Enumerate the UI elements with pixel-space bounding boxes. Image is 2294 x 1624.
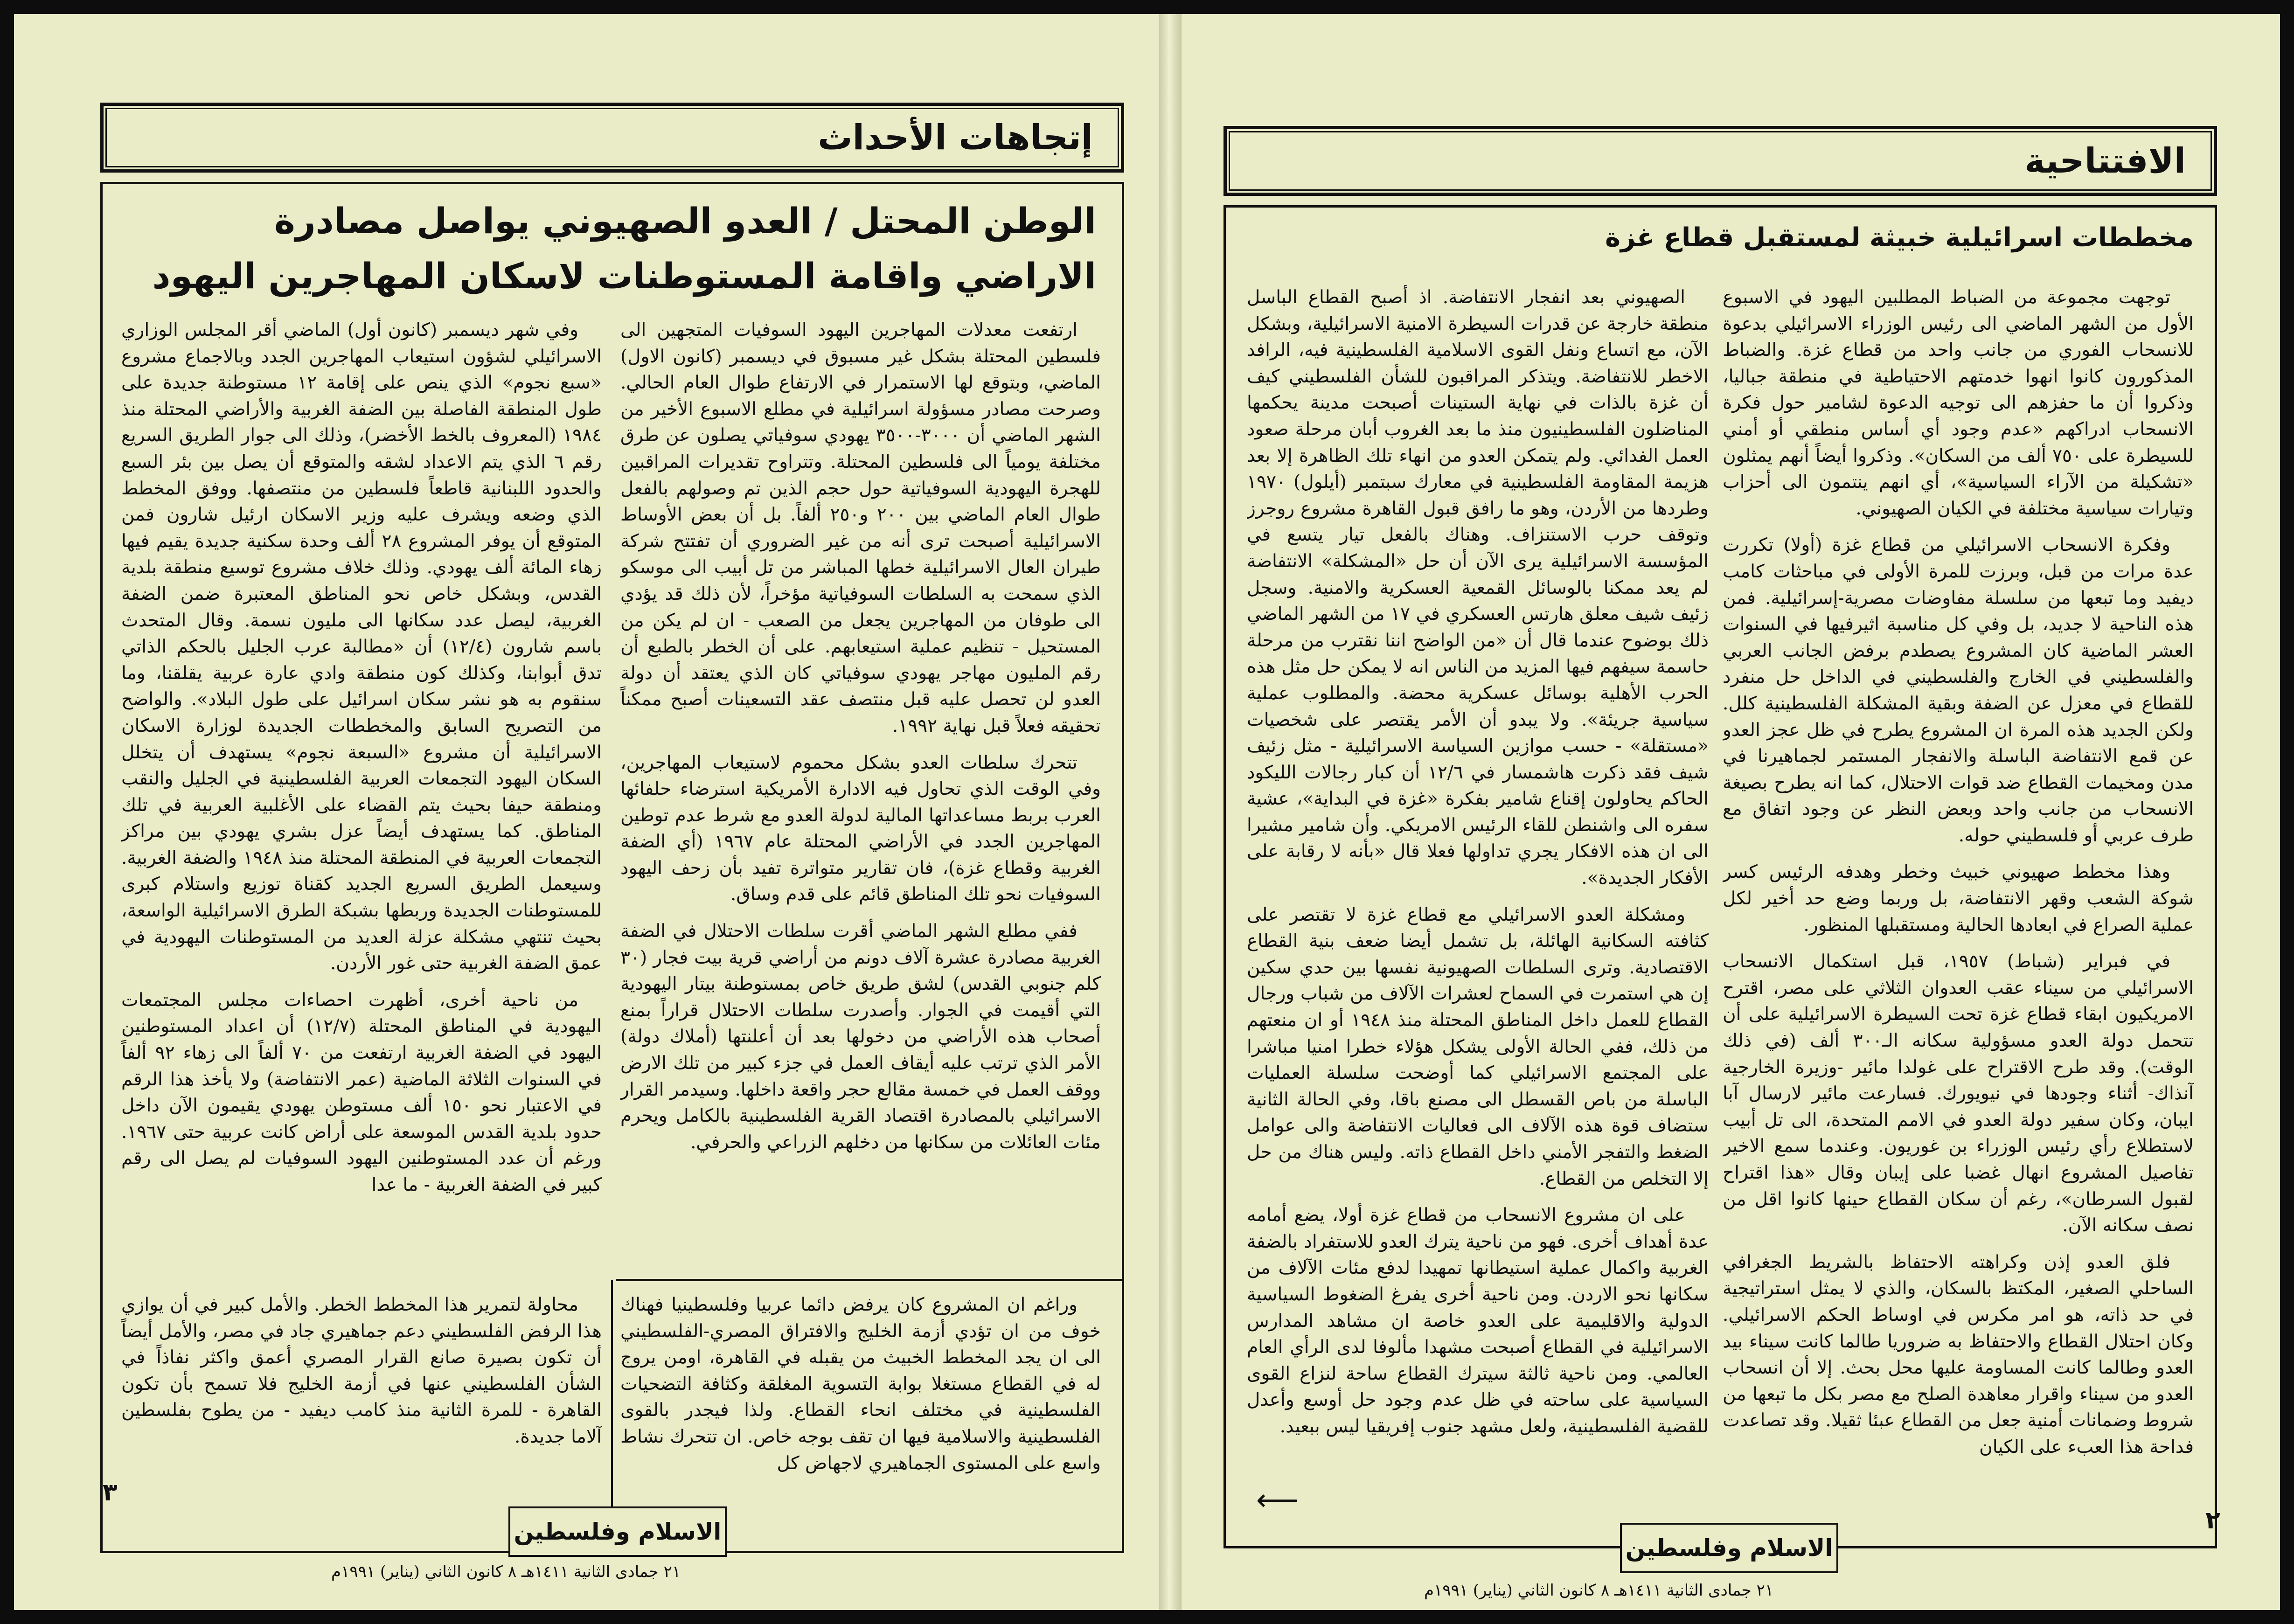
- editorial-headline: مخططات اسرائيلية خبيثة لمستقبل قطاع غزة: [1605, 222, 2194, 253]
- paragraph: محاولة لتمرير هذا المخطط الخطر. والأمل كبير في أن يوازي هذا الرفض الفلسطيني دعم جماهيري جاد في مصر، والأمل أيضاً أن تكون بصيرة صانع القرار المصري أعمق واكثر نفاذاً في الشأن الفلسطيني عنها في أزمة الخليج فلا تسمح بأن تكون القاهرة - للمرة الثانية منذ كامب ديفيد - من يطوح بفلسطين آلاما جديدة.: [121, 1294, 602, 1447]
- bottom-column-right: [620, 1292, 1101, 1544]
- paragraph: من ناحية أخرى، أظهرت احصاءات مجلس المجتمعات اليهودية في المناطق المحتلة (١٢/٧) أن اعداد المستوطنين اليهود في الضفة الغربية ارتفعت من ٧٠ ألفاً الى زهاء ٩٢ ألفاً في السنوات الثلاثة الماضية (عمر الانتفاضة) ولا يأخذ هذا الرقم في الاعتبار نحو ١٥٠ ألف مستوطن يهودي يقيمون الآن داخل حدود بلدية القدس الموسعة على أراض كانت عربية حتى ١٩٦٧. ورغم أن عدد المستوطنين اليهود السوفيات لم يصل الى رقم كبير في الضفة الغربية - ما عدا: [121, 989, 602, 1195]
- section-title: الافتتاحية: [2024, 141, 2186, 181]
- paragraph: في فبراير (شباط) ١٩٥٧، قبل استكمال الانسحاب الاسرائيلي من سيناء عقب العدوان الثلاثي على مصر، اقترح الامريكيون ابقاء قطاع غزة تحت السيطرة الاسرائيلية على أن تتحمل دولة العدو مسؤولية سكانه الـ٣٠٠ ألف (في ذلك الوقت). وقد طرح الاقتراح على غولدا مائير -وزيرة الخارجية آنذاك- أثناء وجودها في نيويورك. فسارعت مائير لارسال آبا ايبان، وكان سفير دولة العدو في الامم المتحدة، الى تل أبيب لاستطلاع رأي رئيس الوزراء بن غوريون. وعندما سمع الاخير تفاصيل المشروع انهال غضبا على إيبان وقال «هذا اقتراح لقبول السرطان»، رغم أن سكان القطاع حينها كانوا اقل من نصف سكانه الآن.: [1723, 951, 2194, 1236]
- page-2: [1182, 14, 2280, 1610]
- paragraph: فلق العدو إذن وكراهته الاحتفاظ بالشريط الجغرافي الساحلي الصغير، المكتظ بالسكان، والذي لا يمثل استراتيجية في حد ذاته، هو امر مكرس في اوساط الحكم الاسرائيلي. وكان احتلال القطاع والاحتفاظ به ضروريا طالما كانت سيناء بيد العدو وطالما كانت المساومة عليها محل بحث. إلا أن انسحاب العدو من سيناء واقرار معاهدة الصلح مع مصر بكل ما تبعها من شروط وضمانات أمنية جعل من القطاع عبئا ثقيلا. وقد تصاعدت فداحة هذا العبء على الكيان: [1723, 1251, 2194, 1457]
- paragraph: وراغم ان المشروع كان يرفض دائما عربيا وفلسطينيا فهناك خوف من ان تؤدي أزمة الخليج والافتراق المصري-الفلسطيني الى ان يجد المخطط الخبيث من يقبله في القاهرة، اومن يروج له في القطاع مستغلا بوابة التسوية المغلقة وكثافة التضحيات الفلسطينية في مختلف انحاء القطاع. ولذا فيجدر بالقوى الفلسطينية والاسلامية فيها ان تقف بوجه خاص. ان تتحرك نشاط واسع على المستوى الجماهيري لاجهاض كل: [620, 1294, 1101, 1474]
- paragraph: وفي شهر ديسمبر (كانون أول) الماضي أقر المجلس الوزاري الاسرائيلي لشؤون استيعاب المهاجرين الجدد وبالاجماع مشروع «سبع نجوم» الذي ينص على إقامة ١٢ مستوطنة جديدة على طول المنطقة الفاصلة بين الضفة الغربية والأراضي المحتلة منذ ١٩٨٤ (المعروف بالخط الأخضر)، وذلك الى جوار الطريق السريع رقم ٦ الذي يتم الاعداد لشقه والمتوقع أن يصل بين بئر السبع والحدود اللبنانية قاطعاً فلسطين من منتصفها. ووفق المخطط الذي وضعه ويشرف عليه وزير الاسكان ارئيل شارون فمن المتوقع أن يوفر المشروع ٢٨ ألف وحدة سكنية جديدة يقيم فيها زهاء المائة ألف يهودي. وذلك خلاف مشروع توسيع منطقة بلدية القدس، وبشكل خاص نحو المناطق المعتبرة ضمن الضفة الغربية، ليصل عدد سكانها الى مليون نسمة. وقال المتحدث باسم شارون (١٢/٤) أن «مطالبة عرب الجليل بالحكم الذاتي تدق أبوابنا، وكذلك كون منطقة وادي عارة عربية يقلقنا، وما سنقوم به هو نشر سكان اسرائيل على طول البلاد». والواضح من التصريح السابق والمخططات الجديدة لوزارة الاسكان الاسرائيلية أن مشروع «السبعة نجوم» يستهدف أن يتخلل السكان اليهود التجمعات العربية الفلسطينية في الجليل والنقب ومنطقة حيفا بحيث يتم القضاء على الأغلبية العربية في تلك المناطق. كما يستهدف أيضاً عزل بشري يهودي بين مراكز التجمعات العربية في المنطقة المحتلة منذ ١٩٤٨ والضفة الغربية. وسيعمل الطريق السريع الجديد كقناة توزيع واستلام كبرى للمستوطنات الجديدة وربطها بشبكة الطرق الاسرائيلية الواسعة، بحيث تنتهي مشكلة عزلة العديد من المستوطنات اليهودية في عمق الضفة الغربية حتى غور الأردن.: [121, 319, 602, 974]
- paragraph: الصهيوني بعد انفجار الانتفاضة. اذ أصبح القطاع الباسل منطقة خارجة عن قدرات السيطرة الامنية الاسرائيلية، وبشكل الآن، مع اتساع ونفل القوى الاسلامية الفلسطينية فيه، الرافد الاخطر للانتفاضة. ويتذكر المراقبون للشأن الفلسطيني كيف أن غزة بالذات في نهاية الستينات أصبحت مدينة يحكمها المناضلون الفلسطينيون منذ ما بعد الغروب أبان مرحلة صعود العمل الفدائي. ولم يتمكن العدو من انهاء تلك الظاهرة إلا بعد هزيمة المقاومة الفلسطينية في معارك سبتمبر (أيلول) ١٩٧٠ وطردها من الأردن، وهو ما رافق قبول القاهرة مشروع روجرز وتوقف حرب الاستنزاف. وهناك بالفعل تيار يتسع في المؤسسة الاسرائيلية يرى الآن أن حل «المشكلة» الانتفاضة لم يعد ممكنا بالوسائل القمعية العسكرية والامنية. وسجل زئيف شيف معلق هارتس العسكري في ١٧ من الشهر الماضي ذلك بوضوح عندما قال أن «من الواضح اننا نقترب من مرحلة حاسمة سيفهم فيها المزيد من الناس انه لا يمكن حل مثل هذه الحرب الأهلية بوسائل عسكرية محضة. والمطلوب عملية سياسية جريئة». ولا يبدو أن الأمر يقتصر على شخصيات «مستقلة» - حسب موازين السياسة الاسرائيلية - مثل زئيف شيف فقد ذكرت هاشمسار في ١٢/٦ أن كبار رجالات الليكود الحاكم يحاولون إقناع شامير بفكرة «غزة في البداية»، عشية سفره الى واشنطن للقاء الرئيس الامريكي. وأن شامير مشيرا الى ان هذه الافكار يجري تداولها فعلا قال «بأنه لا رقابة على الأفكار الجديدة».: [1247, 287, 1709, 889]
- magazine-logo: الاسلام وفلسطين: [508, 1506, 727, 1557]
- issue-date: ٢١ جمادى الثانية ١٤١١هـ ٨ كانون الثاني (يناير) ١٩٩١م: [1424, 1581, 1774, 1600]
- article-headline: الوطن المحتل / العدو الصهيوني يواصل مصادرة الاراضي واقامة المستوطنات لاسكان المهاجرين اليهود: [152, 200, 1096, 297]
- paragraph: على ان مشروع الانسحاب من قطاع غزة أولا، يضع أمامه عدة أهداف أخرى. فهو من ناحية يترك العدو للاستفراد بالضفة الغربية واكمال عملية استيطانها تمهيدا لدفع مئات الآلاف من سكانها نحو الاردن. ومن ناحية أخرى يفرغ الضغوط السياسية الدولية والاقليمية على العدو خاصة ان مشاهد المدارس الاسرائيلية في القطاع أصبحت مشهدا مألوفا لدى الرأي العام العالمي. ومن ناحية ثالثة سيترك القطاع ساحة لنزاع القوى السياسية على ساحته في ظل عدم وجود حل أوسع وأعدل للقضية الفلسطينية، ولعل مشهد جنوب إفريقيا ليس ببعيد.: [1247, 1205, 1709, 1437]
- paragraph: تتحرك سلطات العدو بشكل محموم لاستيعاب المهاجرين، وفي الوقت الذي تحاول فيه الادارة الأمريكية استرضاء حلفائها العرب بربط مساعداتها المالية لدولة العدو مع شرط عدم توطين المهاجرين الجدد في الأراضي المحتلة عام ١٩٦٧ (أي الضفة الغربية وقطاع غزة)، فان تقارير متواترة تفيد بأن زحف اليهود السوفيات نحو تلك المناطق قائم على قدم وساق.: [620, 752, 1101, 905]
- editorial-column-right: [1723, 285, 2194, 1478]
- page-3: [14, 14, 1159, 1610]
- continue-arrow: ⟵: [1256, 1483, 1299, 1518]
- page-number: ٢: [2205, 1506, 2220, 1534]
- section-header: [1223, 126, 2217, 196]
- paragraph: وهذا مخطط صهيوني خبيث وخطر وهدفه الرئيس كسر شوكة الشعب وقهر الانتفاضة، بل وربما وضع حد أخير لكل عملية الصراع في ابعادها الحالية ومستقبلها المنظور.: [1723, 861, 2194, 936]
- paragraph: ارتفعت معدلات المهاجرين اليهود السوفيات المتجهين الى فلسطين المحتلة بشكل غير مسبوق في ديسمبر (كانون الاول) الماضي، وبتوقع لها الاستمرار في الارتفاع طوال العام الحالي. وصرحت مصادر مسؤولة اسرائيلية في مطلع الاسبوع الأخير من الشهر الماضي أن ٣٠٠٠-٣٥٠٠ يهودي سوفياتي يصلون عن طرق مختلفة يومياً الى فلسطين المحتلة. وتتراوح تقديرات المراقبين للهجرة اليهودية السوفياتية حول حجم الذين تم وصولهم بالفعل طوال العام الماضي بين ٢٠٠ و٢٥٠ ألفاً. بل أن بعض الأوساط الاسرائيلية أصبحت ترى أنه من غير الضروري أن تفتتح شركة طيران العال الاسرائيلية خطها المباشر من تل أبيب الى موسكو الذي سمحت به السلطات السوفياتية مؤخراً، لأن ذلك قد يؤدي الى طوفان من المهاجرين يجعل من الصعب - ان لم يكن من المستحيل - تنظيم عملية استيعابهم. على أن الخطر بالطبع أن رقم المليون مهاجر يهودي سوفياتي كان الذي يعتقد أن دولة العدو لن تحصل عليه قبل منتصف عقد التسعينات أصبح ممكناً تحقيقه فعلاً قبل نهاية ١٩٩٢.: [620, 319, 1101, 736]
- magazine-spread: [14, 14, 2280, 1610]
- issue-date: ٢١ جمادى الثانية ١٤١١هـ ٨ كانون الثاني (يناير) ١٩٩١م: [331, 1562, 681, 1581]
- page-number: ٣: [103, 1478, 118, 1506]
- bottom-column-left: [121, 1292, 602, 1544]
- column-rule: [616, 1279, 1124, 1281]
- editorial-column-left: [1247, 285, 1709, 1478]
- paragraph: وفكرة الانسحاب الاسرائيلي من قطاع غزة (أولا) تكررت عدة مرات من قبل، وبرزت للمرة الأولى في مباحثات كامب ديفيد وما تبعها من سلسلة مفاوضات مصرية-إسرائيلية. فمن هذه الناحية لا جديد، بل وفي كل مناسبة اثيرفيها في السنوات العشر الماضية كان المشروع يصطدم برفض الجانب العربي والفلسطيني في الخارج والفلسطيني في الداخل حل منفرد للقطاع في معزل عن الضفة وبقية المشكلة الفلسطينية كلل. ولكن الجديد هذه المرة ان المشروع يطرح في ظل عجز العدو عن قمع الانتفاضة الباسلة والانفجار المستمر لجماهيرنا في مدن ومخيمات القطاع ضد قوات الاحتلال، كما انه يطرح بصيغة الانسحاب من جانب واحد وبعض النظر عن وجود اتفاق مع طرف عربي أو فلسطيني حوله.: [1723, 534, 2194, 846]
- article-column-left: [121, 317, 602, 1264]
- section-title: إتجاهات الأحداث: [818, 118, 1093, 158]
- magazine-logo: الاسلام وفلسطين: [1620, 1523, 1838, 1573]
- paragraph: ففي مطلع الشهر الماضي أقرت سلطات الاحتلال في الضفة الغربية مصادرة عشرة آلاف دونم من أراضي قرية بيت فجار (٣٠ كلم جنوبي القدس) لشق طريق خاص بمستوطنة بيتار اليهودية التي أقيمت في الجوار. وأصدرت سلطات الاحتلال قراراً بمنع أصحاب هذه الأراضي من دخولها بعد أن أعلنتها (أملاك دولة) الأمر الذي ترتب عليه أيقاف العمل في جزء كبير من تلك الارض ووقف العمل في خمسة مقالع حجر واقعة داخلها. وسيدمر القرار الاسرائيلي بالمصادرة اقتصاد القرية الفلسطينية بالكامل ويحرم مئات العائلات من سكانها من دخلهم الزراعي والحرفي.: [620, 921, 1101, 1153]
- spine-gutter: [1159, 14, 1182, 1610]
- paragraph: ومشكلة العدو الاسرائيلي مع قطاع غزة لا تقتصر على كثافته السكانية الهائلة، بل تشمل أيضا ضعف بنية القطاع الاقتصادية. وترى السلطات الصهيونية نفسها بين حدي سكين إن هي استمرت في السماح لعشرات الآلاف من شباب ورجال القطاع للعمل داخل المناطق المحتلة منذ ١٩٤٨ أو ان منعتهم من ذلك، ففي الحالة الأولى يشكل هؤلاء خطرا امنيا مباشرا على المجتمع الاسرائيلي كما أوضحت سلسلة العمليات الباسلة من باص القسطل الى مصنع باقا، وفي الحالة الثانية ستضاف قوة هذه الآلاف الى فعاليات الانتفاضة والى عوامل الضغط والتفجر الأمني داخل القطاع ذاته. وليس هناك من حل إلا التخلص من القطاع.: [1247, 904, 1709, 1189]
- article-column-right: [620, 317, 1101, 1264]
- section-header: [100, 103, 1124, 173]
- paragraph: توجهت مجموعة من الضباط المطلبين اليهود في الاسبوع الأول من الشهر الماضي الى رئيس الوزراء الاسرائيلي بدعوة للانسحاب الفوري من جانب واحد من قطاع غزة. والضباط المذكورون كانوا انهوا خدمتهم الاحتياطية في منطقة جباليا، وذكروا أن ما حفزهم الى توجيه الدعوة لشامير حول فكرة الانسحاب ادراكهم «عدم وجود أي أساس منطقي أو أمني للسيطرة على ٧٥٠ ألف من السكان». وذكروا أيضاً أنهم يمثلون «تشكيلة من الآراء السياسية»، أي انهم ينتمون الى أحزاب وتيارات سياسية مختلفة في الكيان الصهيوني.: [1723, 287, 2194, 519]
